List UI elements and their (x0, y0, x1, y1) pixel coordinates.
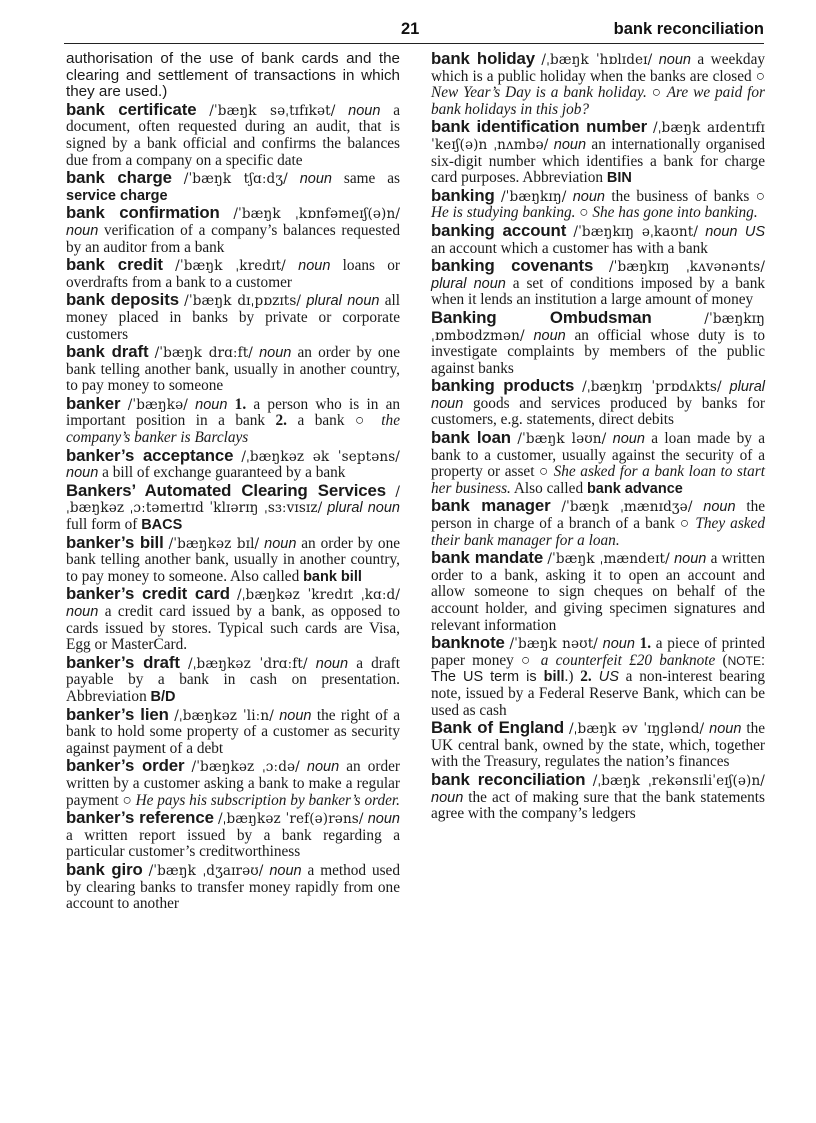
headword: bank confirmation (66, 203, 220, 223)
headword: bank loan (431, 428, 511, 448)
definition: an order written by a customer asking a bank to make a regular payment (66, 758, 401, 809)
pronunciation: /ˈbæŋkɪŋ ˌkʌvənənts/ (608, 259, 765, 276)
part-of-speech: noun (195, 396, 228, 413)
part-of-speech: plural noun (431, 275, 506, 292)
pronunciation: /ˈbæŋkəz ˌɔːdə/ (191, 759, 300, 776)
definition: a set of conditions imposed by a bank when it lends an institution a large amount of money (431, 274, 766, 309)
part-of-speech: noun (367, 811, 400, 828)
entry-bankers-bill (66, 532, 401, 586)
example: New Year’s Day is a bank holiday. (431, 84, 647, 102)
definition: a bill of exchange guaranteed by a bank (98, 464, 346, 482)
part-of-speech: noun (66, 222, 99, 239)
pronunciation: /ˈbæŋk nəʊt/ (509, 636, 598, 653)
pronunciation: /ˈbæŋkɪŋ/ (501, 188, 567, 205)
note-label: NOTE (727, 653, 761, 668)
sense-number: 2. (580, 668, 592, 686)
headword: bank credit (66, 255, 163, 275)
pronunciation: /ˌbæŋkəz ˈdrɑːft/ (188, 655, 308, 672)
example: He pays his subscription by banker’s order. (131, 791, 400, 809)
part-of-speech: noun (674, 551, 707, 568)
pronunciation: /ˌbæŋkəz ək ˈseptəns/ (241, 448, 400, 465)
example-marker-icon: ○ (679, 515, 691, 533)
part-of-speech: noun (703, 499, 736, 516)
definition: Also called (510, 479, 587, 497)
part-of-speech: noun (306, 759, 340, 776)
sense-number: 2. (275, 412, 288, 430)
pronunciation: /ˌbæŋkəz ˈref(ə)rəns/ (217, 811, 364, 828)
headword: banker (66, 393, 121, 413)
entry-bank-mandate (431, 550, 765, 634)
sense-number: 1. (639, 635, 652, 653)
headword: Banking Ombudsman (431, 307, 652, 327)
definition: an internationally organised six-digit number which identifies a bank for charge card purposes. Abbreviation (431, 135, 766, 187)
pronunciation: /ˌbæŋkəz ˈkredɪt ˌkɑːd/ (237, 587, 400, 604)
part-of-speech: plural noun (431, 379, 766, 412)
example-marker-icon: ○ (755, 67, 765, 85)
definition: an official whose duty is to investigate complaints by members of the public against banks (431, 326, 766, 377)
part-of-speech: plural noun (327, 500, 400, 517)
pronunciation: /ˌbæŋk ˌrekənsɪliˈeɪʃ(ə)n/ (592, 772, 765, 789)
definition: the business of banks (605, 187, 756, 205)
definition: the UK central bank, owned by the state, which, together with the Treasury, regulates the nation’s finances (431, 720, 766, 771)
headword: bank draft (66, 342, 149, 362)
definition: the right of a bank to hold some property of a customer as security against payment of a debt (66, 706, 401, 757)
pronunciation: /ˈbæŋk drɑːft/ (154, 345, 253, 362)
definition: the person in charge of a branch of a bank (431, 498, 766, 533)
page-header (64, 20, 764, 42)
pronunciation: /ˈbæŋkə/ (127, 396, 188, 413)
page-number: 21 (401, 20, 420, 38)
headword: banking (431, 185, 495, 205)
definition: a non-interest bearing note, issued by a Federal Reserve Bank, which can be used as cash (431, 668, 765, 719)
part-of-speech: noun US (705, 223, 765, 240)
example-marker-icon: ○ (755, 187, 765, 205)
pronunciation: /ˈbæŋk ˌkredɪt/ (175, 258, 286, 275)
entry-bank-reconciliation (431, 769, 765, 823)
headword: bank manager (431, 496, 551, 516)
part-of-speech: noun (348, 102, 381, 119)
pronunciation: /ˌbæŋk aɪdentɪfɪˈkeɪʃ(ə)n ˌnʌmbə/ (431, 120, 765, 153)
example: He is studying banking. (431, 204, 576, 222)
entry-bankers-reference (66, 810, 400, 861)
part-of-speech: noun (299, 171, 332, 188)
entry-banker (66, 393, 401, 447)
headword: bank reconciliation (431, 769, 586, 789)
part-of-speech: noun (431, 789, 464, 806)
sense-number: 1. (234, 395, 247, 413)
headword: bank deposits (66, 290, 179, 310)
definition: a loan made by a bank to a customer, usually against the security of a property or asset (431, 430, 766, 481)
part-of-speech: plural noun (306, 293, 380, 310)
part-of-speech: noun (709, 721, 742, 738)
example: She asked for a bank loan to start her business. (431, 463, 765, 497)
headword: banking covenants (431, 256, 594, 276)
note-close: .) (564, 668, 581, 686)
pronunciation: /ˌbæŋkəz ˌɔːtəmeɪtɪd ˈklɪərɪŋ ˌsɜːvɪsɪz/ (66, 483, 401, 517)
example: She has gone into banking. (588, 204, 758, 222)
headword: bank certificate (66, 99, 197, 119)
entry-bank-identification-number (431, 119, 765, 186)
definition: a person who is in an important position in a bank (66, 395, 401, 430)
example: Are we paid for bank holidays in this job? (431, 84, 765, 118)
entry-banknote (431, 635, 765, 719)
entry-bankers-acceptance (66, 445, 400, 482)
entry-banking-ombudsman (431, 307, 766, 377)
part-of-speech: noun (269, 862, 302, 879)
part-of-speech: noun (298, 258, 331, 275)
entry-banking (431, 185, 765, 222)
continued-text: authorisation of the use of bank cards and the clearing and settlement of transactions in which they are used.) (66, 50, 400, 101)
example-marker-icon: ○ (575, 204, 589, 222)
definition: a draft payable by a bank in cash on presentation. Abbreviation (66, 654, 400, 705)
example-marker-icon: ○ (646, 84, 663, 102)
headword: banker’s acceptance (66, 445, 234, 465)
left-column (66, 51, 400, 914)
headword: bank holiday (431, 49, 535, 68)
part-of-speech: noun (533, 327, 566, 344)
example-marker-icon: ○ (539, 463, 550, 481)
pronunciation: /ˈbæŋkɪŋ əˌkaʊnt/ (573, 223, 699, 240)
cross-reference: bank bill (303, 568, 362, 585)
cross-reference: B/D (150, 688, 176, 705)
definition: a piece of printed paper money (431, 635, 766, 669)
definition: loans or overdrafts from a bank to a customer (66, 257, 400, 291)
headword: bank mandate (431, 548, 544, 568)
entry-bank-of-england (431, 720, 765, 771)
note-text: : The US term is (431, 652, 765, 686)
example: a counterfeit £20 banknote (533, 651, 716, 669)
cross-reference: bank advance (586, 480, 683, 497)
entry-bank-draft (66, 344, 400, 395)
cross-reference: bill (543, 669, 565, 686)
entry-bacs (66, 480, 401, 534)
definition: a weekday which is a public holiday when the banks are closed (431, 51, 766, 85)
usage-label: US (591, 669, 619, 686)
pronunciation: /ˌbæŋk ˈhɒlɪdeɪ/ (541, 52, 653, 68)
pronunciation: /ˈbæŋk ləʊn/ (517, 431, 607, 448)
definition: goods and services produced by banks for customers, e.g. statements, direct debits (431, 394, 765, 429)
headword: banking products (431, 376, 575, 396)
entry-bank-giro (66, 859, 400, 913)
example-marker-icon: ○ (354, 412, 371, 430)
definition: a method used by clearing banks to transfer money rapidly from one account to another (66, 861, 400, 913)
pronunciation: /ˈbæŋk ˌmænɪdʒə/ (561, 499, 693, 516)
entry-banking-products (431, 378, 765, 429)
definition: verification of a company’s balances requested by an auditor from a bank (66, 221, 400, 256)
entry-bank-manager (431, 498, 765, 549)
pronunciation: /ˈbæŋkəz bɪl/ (168, 535, 260, 552)
entry-bankers-order (66, 758, 400, 809)
cross-reference: BIN (606, 170, 632, 187)
definition: all money placed in banks by private or corporate customers (66, 292, 401, 343)
pronunciation: /ˌbæŋkɪŋ ˈprɒdʌkts/ (582, 379, 722, 396)
entry-bank-holiday (431, 51, 765, 118)
pronunciation: /ˈbæŋk ˌdʒaɪrəʊ/ (148, 862, 264, 879)
entry-bank-charge (66, 170, 400, 204)
example-marker-icon: ○ (122, 791, 132, 809)
part-of-speech: noun (279, 707, 312, 724)
part-of-speech: noun (553, 136, 587, 153)
headword: banker’s lien (66, 704, 169, 724)
pronunciation: /ˌbæŋk əv ˈɪŋglənd/ (569, 721, 705, 738)
entry-bank-confirmation (66, 205, 400, 256)
definition: same as (331, 170, 400, 188)
headword: banknote (431, 633, 505, 653)
pronunciation: /ˈbæŋk tʃɑːdʒ/ (183, 171, 288, 188)
part-of-speech: noun (66, 465, 99, 482)
definition: full form of (66, 516, 142, 534)
header-rule (64, 43, 764, 44)
headword: Bankers’ Automated Clearing Services (66, 480, 387, 500)
pronunciation: /ˌbæŋkəz ˈliːn/ (174, 707, 274, 724)
definition: an account which a customer has with a bank (431, 239, 708, 257)
entry-bankers-lien (66, 704, 401, 758)
entry-bankers-draft (66, 652, 400, 706)
headword: banker’s credit card (66, 584, 230, 604)
entry-bank-certificate (66, 99, 401, 169)
part-of-speech: noun (259, 345, 292, 362)
headword: bank identification number (431, 117, 648, 137)
part-of-speech: noun (612, 431, 645, 448)
example: They asked their bank manager for a loan. (431, 515, 765, 549)
part-of-speech: noun (315, 655, 349, 672)
entry-banking-covenants (431, 258, 765, 309)
entry-bankers-credit-card (66, 586, 400, 653)
definition: a written report issued by a bank regarding a particular customer’s creditworthiness (66, 826, 400, 861)
right-column (431, 51, 765, 824)
cross-reference: service charge (66, 187, 168, 204)
definition: a bank (287, 412, 355, 430)
entry-bank-loan (431, 430, 765, 497)
pronunciation: /ˈbæŋkɪŋ ˌɒmbʊdzmən/ (431, 310, 765, 344)
entry-bank-deposits (66, 292, 400, 343)
headword: banker’s bill (66, 532, 164, 552)
definition: a written order to a bank, asking it to open an account and allow someone to sign cheques on behalf of the account holder, and giving specimen signatures and relevant information (431, 550, 765, 634)
example-marker-icon: ○ (521, 651, 534, 669)
part-of-speech: noun (264, 535, 297, 552)
headword: bank charge (66, 168, 172, 188)
headword: banker’s draft (66, 652, 180, 672)
part-of-speech: noun (572, 188, 605, 205)
part-of-speech: noun (602, 636, 635, 653)
entry-bank-credit (66, 257, 400, 291)
part-of-speech: noun (66, 604, 99, 620)
pronunciation: /ˈbæŋk dɪˌpɒzɪts/ (184, 293, 302, 310)
part-of-speech: noun (658, 52, 691, 68)
headword: Bank of England (431, 718, 565, 738)
headword: banker’s reference (66, 808, 214, 828)
headword: bank giro (66, 859, 143, 879)
note-open: ( (715, 651, 728, 669)
entry-banking-account (431, 220, 765, 257)
definition: a document, often requested during an audit, that is signed by a bank official and confirms the balances due from a company on a specific date (66, 101, 401, 169)
pronunciation: /ˈbæŋk ˌmændeɪt/ (547, 551, 670, 568)
cross-reference: BACS (141, 517, 183, 534)
pronunciation: /ˈbæŋk səˌtɪfɪkət/ (209, 102, 336, 119)
headword: banker’s order (66, 756, 185, 776)
definition: an order by one bank telling another bank, usually in another country, to pay money to someone. Also called (66, 534, 401, 585)
definition: a credit card issued by a bank, as opposed to cards issued by stores. Typical such cards are Visa, Egg or MasterCard. (66, 603, 400, 654)
definition: an order by one bank telling another bank, usually in another country, to pay money to someone (66, 344, 400, 395)
running-head: bank reconciliation (613, 20, 764, 38)
pronunciation: /ˈbæŋk ˌkɒnfəmeɪʃ(ə)n/ (233, 206, 400, 223)
example: the company’s banker is Barclays (66, 412, 400, 447)
definition: the act of making sure that the bank statements agree with the company’s ledgers (431, 788, 765, 823)
headword: banking account (431, 220, 567, 240)
